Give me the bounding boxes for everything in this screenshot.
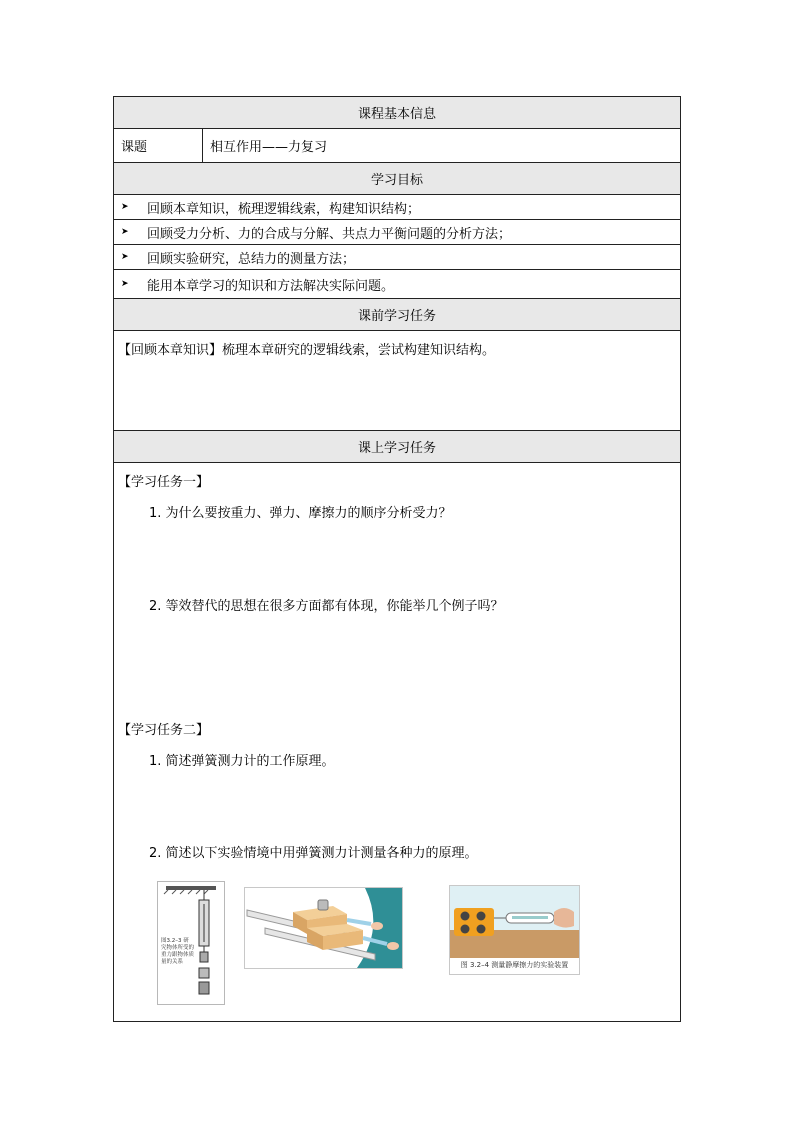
figure-block-on-track	[244, 887, 403, 969]
topic-value: 相互作用——力复习	[210, 140, 328, 155]
task2-question-2: 2. 简述以下实验情境中用弹簧测力计测量各种力的原理。	[149, 846, 478, 861]
caption-line: 图3.2–3 研	[161, 938, 189, 944]
figure-static-friction	[449, 885, 580, 975]
task2-title: 【学习任务二】	[118, 723, 210, 738]
pre-class-task-text: 【回顾本章知识】梳理本章研究的逻辑线索，尝试构建知识结构。	[118, 343, 496, 358]
topic-label: 课题	[114, 129, 203, 162]
goal-item	[114, 220, 680, 245]
topic-row	[114, 129, 680, 163]
goal-item	[114, 245, 680, 270]
arrow-bullet-icon: ➤	[121, 252, 129, 262]
static-friction-illustration	[450, 886, 579, 958]
task1-question-1: 1. 为什么要按重力、弹力、摩擦力的顺序分析受力？	[149, 506, 452, 521]
basic-info-header	[114, 97, 680, 129]
goal-text: 回顾受力分析、力的合成与分解、共点力平衡问题的分析方法；	[147, 226, 512, 242]
goal-text: 回顾本章知识，梳理逻辑线索，构建知识结构；	[147, 201, 421, 217]
in-class-header	[114, 431, 680, 463]
goal-text: 回顾实验研究，总结力的测量方法；	[147, 251, 356, 267]
goal-item	[114, 195, 680, 220]
figure-1-caption	[161, 938, 199, 966]
arrow-bullet-icon: ➤	[121, 202, 129, 212]
figure-hanging-spring-scale	[157, 881, 225, 1005]
pre-class-header	[114, 299, 680, 331]
arrow-bullet-icon: ➤	[121, 227, 129, 237]
lesson-table	[113, 96, 681, 1022]
caption-line: 量的关系	[161, 959, 184, 965]
task1-title: 【学习任务一】	[118, 475, 210, 490]
basic-info-header-text: 课程基本信息	[357, 107, 436, 122]
task2-question-1: 1. 简述弹簧测力计的工作原理。	[149, 754, 335, 769]
figure-3-caption: 图 3.2–4 测量静摩擦力的实验装置	[460, 961, 569, 969]
goals-header	[114, 163, 680, 195]
in-class-header-text: 课上学习任务	[357, 441, 436, 456]
goal-text: 能用本章学习的知识和方法解决实际问题。	[147, 278, 395, 294]
pre-class-task	[114, 331, 680, 431]
block-on-track-illustration	[245, 888, 402, 968]
caption-line: 重力跟物体质	[161, 952, 195, 958]
caption-line: 究物体所受的	[161, 945, 195, 951]
arrow-bullet-icon: ➤	[121, 279, 129, 289]
pre-class-header-text: 课前学习任务	[357, 309, 436, 324]
goal-item	[114, 270, 680, 299]
in-class-tasks	[114, 463, 680, 1021]
task1-question-2: 2. 等效替代的思想在很多方面都有体现，你能举几个例子吗？	[149, 599, 504, 614]
goals-header-text: 学习目标	[370, 173, 423, 188]
